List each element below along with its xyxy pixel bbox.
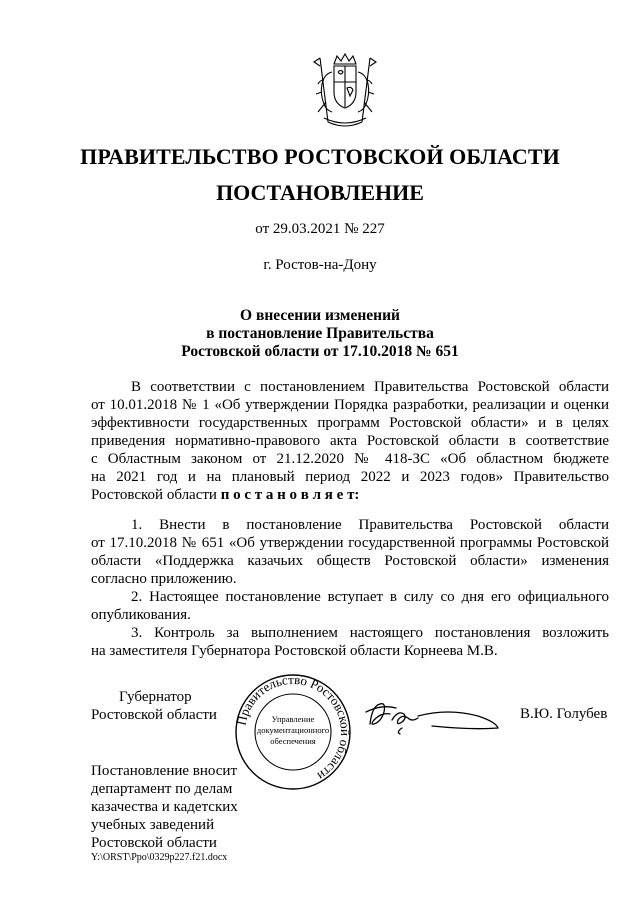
submitter-line: учебных заведений (91, 817, 215, 833)
submitter-line: Ростовской области (91, 835, 217, 851)
signatory-title (91, 688, 231, 724)
handwritten-signature (362, 694, 502, 738)
text-line: эффективности государственных программ Ростовской области» и в целях (91, 415, 609, 431)
text-line: опубликования. (91, 607, 191, 623)
stamp-center-line: документационного (256, 725, 330, 735)
text-line: от 10.01.2018 № 1 «Об утверждении Порядка разработки, реализации и оценки (91, 397, 609, 413)
signatory-title-line: Губернатор (119, 689, 192, 705)
stamp-center-line: Управление (271, 714, 315, 724)
text-line: области «Поддержка казачьих обществ Ростовской области» изменения (91, 553, 609, 569)
subject-line: О внесении изменений (240, 307, 400, 324)
resolves-keyword: п о с т а н о в л я е т: (220, 487, 360, 503)
organization-title: ПРАВИТЕЛЬСТВО РОСТОВСКОЙ ОБЛАСТИ (80, 144, 560, 169)
signatory-name: В.Ю. Голубев (520, 706, 608, 722)
subject-line: Ростовской области от 17.10.2018 № 651 (181, 343, 459, 360)
document-type: ПОСТАНОВЛЕНИЕ (216, 180, 424, 205)
stamp-ring-text: Правительство Ростовской области (233, 672, 353, 784)
preamble-paragraph (91, 378, 609, 504)
text-line: с Областным законом от 21.12.2020 № 418-ЗС «Об областном бюджете (91, 451, 609, 467)
file-path: Y:\ORST\Ppo\0329p227.f21.docx (91, 852, 228, 863)
document-subject (0, 307, 640, 361)
submitter-line: Постановление вносит (91, 763, 238, 779)
date-and-number: от 29.03.2021 № 227 (255, 221, 385, 237)
item-2 (91, 588, 609, 624)
subject-line: в постановление Правительства (206, 325, 434, 342)
stamp-center-line: обеспечения (270, 736, 316, 746)
item-3 (91, 624, 609, 660)
text-line: на 2021 год и на плановый период 2022 и 2023 годов» Правительство (91, 469, 609, 485)
rostov-oblast-coat-of-arms-icon (310, 52, 380, 130)
signatory-title-line: Ростовской области (91, 707, 217, 723)
text-line: В соответствии с постановлением Правительства Ростовской области (131, 379, 609, 395)
text-fragment: Ростовской области (91, 487, 221, 503)
submitter-line: казачества и кадетских (91, 799, 238, 815)
item-1 (91, 516, 609, 588)
text-line: на заместителя Губернатора Ростовской области Корнеева М.В. (91, 643, 498, 659)
text-line: 3. Контроль за выполнением настоящего постановления возложить (131, 625, 609, 641)
city: г. Ростов-на-Дону (263, 257, 377, 273)
text-line: приведения нормативно-правового акта Ростовской области в соответствие (91, 433, 609, 449)
text-line: 1. Внести в постановление Правительства Ростовской области (131, 517, 609, 533)
submitter-line: департамент по делам (91, 781, 233, 797)
submitter-note (91, 762, 291, 852)
text-line: согласно приложению. (91, 571, 237, 587)
text-line: от 17.10.2018 № 651 «Об утверждении государственной программы Ростовской (91, 535, 609, 551)
text-line: 2. Настоящее постановление вступает в силу со дня его официального (131, 589, 609, 605)
text-line (91, 486, 609, 504)
